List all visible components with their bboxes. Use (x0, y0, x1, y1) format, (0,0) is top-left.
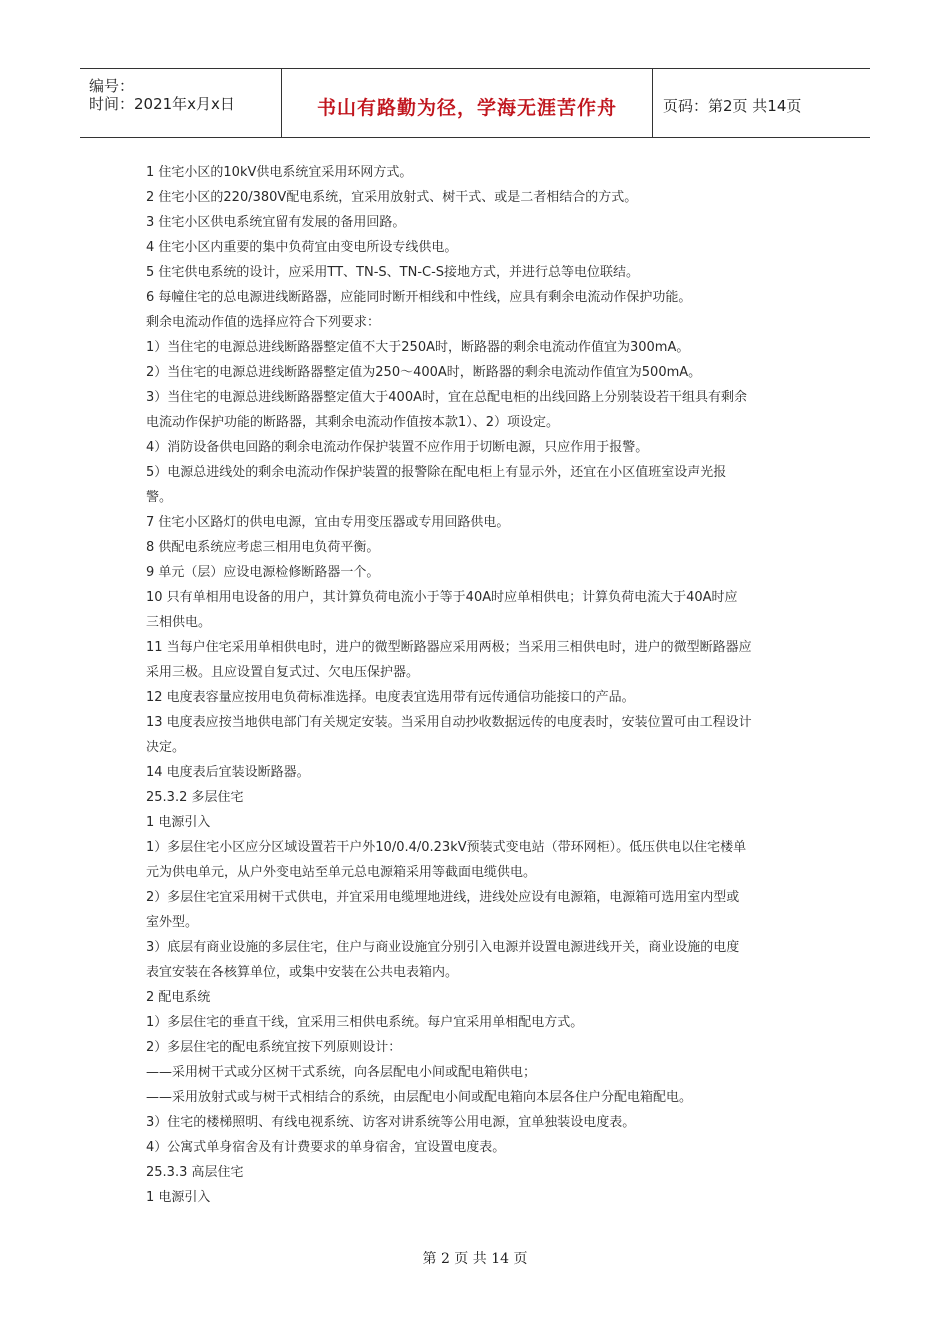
body-line: 1）当住宅的电源总进线断路器整定值不大于250A时，断路器的剩余电流动作值宜为300mA。 (146, 340, 690, 355)
body-line: 2 住宅小区的220/380V配电系统，宜采用放射式、树干式、或是二者相结合的方式。 (146, 190, 638, 205)
document-body (146, 160, 816, 1210)
body-line: 3）住宅的楼梯照明、有线电视系统、访客对讲系统等公用电源，宜单独装设电度表。 (146, 1115, 636, 1130)
body-line: 4 住宅小区内重要的集中负荷宜由变电所设专线供电。 (146, 240, 458, 255)
header-right-cell (653, 69, 870, 137)
body-line: 3）底层有商业设施的多层住宅，住户与商业设施宜分别引入电源并设置电源进线开关，商业设施的电度 (146, 940, 740, 955)
body-line: 13 电度表应按当地供电部门有关规定安装。当采用自动抄收数据远传的电度表时，安装位置可由工程设计 (146, 715, 752, 730)
body-line: 2 配电系统 (146, 990, 211, 1005)
body-line: 警。 (146, 490, 173, 505)
body-line: 4）公寓式单身宿舍及有计费要求的单身宿舍，宜设置电度表。 (146, 1140, 506, 1155)
body-line: 9 单元（层）应设电源检修断路器一个。 (146, 565, 380, 580)
body-line: 25.3.3 高层住宅 (146, 1165, 244, 1180)
body-line: 2）多层住宅宜采用树干式供电，并宜采用电缆埋地进线，进线处应设有电源箱，电源箱可选用室内型或 (146, 890, 740, 905)
body-line: 14 电度表后宜装设断路器。 (146, 765, 310, 780)
body-line: 8 供配电系统应考虑三相用电负荷平衡。 (146, 540, 380, 555)
body-line: 决定。 (146, 740, 186, 755)
body-line: 10 只有单相用电设备的用户，其计算负荷电流小于等于40A时应单相供电；计算负荷电流大于40A时应 (146, 590, 738, 605)
body-line: 3）当住宅的电源总进线断路器整定值大于400A时，宜在总配电柜的出线回路上分别装设若干组具有剩余 (146, 390, 747, 405)
body-line: ——采用放射式或与树干式相结合的系统，由层配电小间或配电箱向本层各住户分配电箱配电。 (146, 1090, 693, 1105)
header-middle-cell (282, 69, 653, 137)
body-line: 1 住宅小区的10kV供电系统宜采用环网方式。 (146, 165, 413, 180)
body-line: 4）消防设备供电回路的剩余电流动作保护装置不应作用于切断电源，只应作用于报警。 (146, 440, 649, 455)
page-footer: 第 2 页 共 14 页 (422, 1251, 528, 1267)
body-line: 6 每幢住宅的总电源进线断路器，应能同时断开相线和中性线，应具有剩余电流动作保护功能。 (146, 290, 692, 305)
header-left-cell (80, 69, 282, 137)
body-line: 2）多层住宅的配电系统宜按下列原则设计： (146, 1040, 402, 1055)
document-number-label: 编号： (89, 77, 135, 95)
body-line: 5 住宅供电系统的设计，应采用TT、TN-S、TN-C-S接地方式，并进行总等电位联结。 (146, 265, 640, 280)
header-table (80, 68, 870, 138)
body-line: 电流动作保护功能的断路器，其剩余电流动作值按本款1）、2）项设定。 (146, 415, 560, 430)
body-line: 表宜安装在各核算单位，或集中安装在公共电表箱内。 (146, 965, 459, 980)
body-line: 5）电源总进线处的剩余电流动作保护装置的报警除在配电柜上有显示外，还宜在小区值班室设声光报 (146, 465, 727, 480)
header-motto: 书山有路勤为径，学海无涯苦作舟 (316, 97, 617, 119)
body-line: 1）多层住宅的垂直干线，宜采用三相供电系统。每户宜采用单相配电方式。 (146, 1015, 584, 1030)
body-line: 室外型。 (146, 915, 199, 930)
body-line: ——采用树干式或分区树干式系统，向各层配电小间或配电箱供电； (146, 1065, 537, 1080)
body-line: 12 电度表容量应按用电负荷标准选择。电度表宜选用带有远传通信功能接口的产品。 (146, 690, 635, 705)
body-line: 1）多层住宅小区应分区域设置若干户外10/0.4/0.23kV预装式变电站（带环网柜）。低压供电以住宅楼单 (146, 840, 747, 855)
body-line: 11 当每户住宅采用单相供电时，进户的微型断路器应采用两极；当采用三相供电时，进户的微型断路器应 (146, 640, 752, 655)
header-page-number: 页码：第2页 共14页 (663, 97, 802, 115)
body-line: 剩余电流动作值的选择应符合下列要求： (146, 315, 381, 330)
body-line: 3 住宅小区供电系统宜留有发展的备用回路。 (146, 215, 406, 230)
body-line: 元为供电单元，从户外变电站至单元总电源箱采用等截面电缆供电。 (146, 865, 537, 880)
document-time-label: 时间：2021年x月x日 (89, 95, 235, 113)
body-line: 2）当住宅的电源总进线断路器整定值为250～400A时，断路器的剩余电流动作值宜为500mA。 (146, 365, 702, 380)
body-line: 25.3.2 多层住宅 (146, 790, 244, 805)
body-line: 7 住宅小区路灯的供电电源，宜由专用变压器或专用回路供电。 (146, 515, 510, 530)
body-line: 1 电源引入 (146, 815, 211, 830)
body-line: 1 电源引入 (146, 1190, 211, 1205)
body-line: 三相供电。 (146, 615, 212, 630)
body-line: 采用三极。且应设置自复式过、欠电压保护器。 (146, 665, 420, 680)
